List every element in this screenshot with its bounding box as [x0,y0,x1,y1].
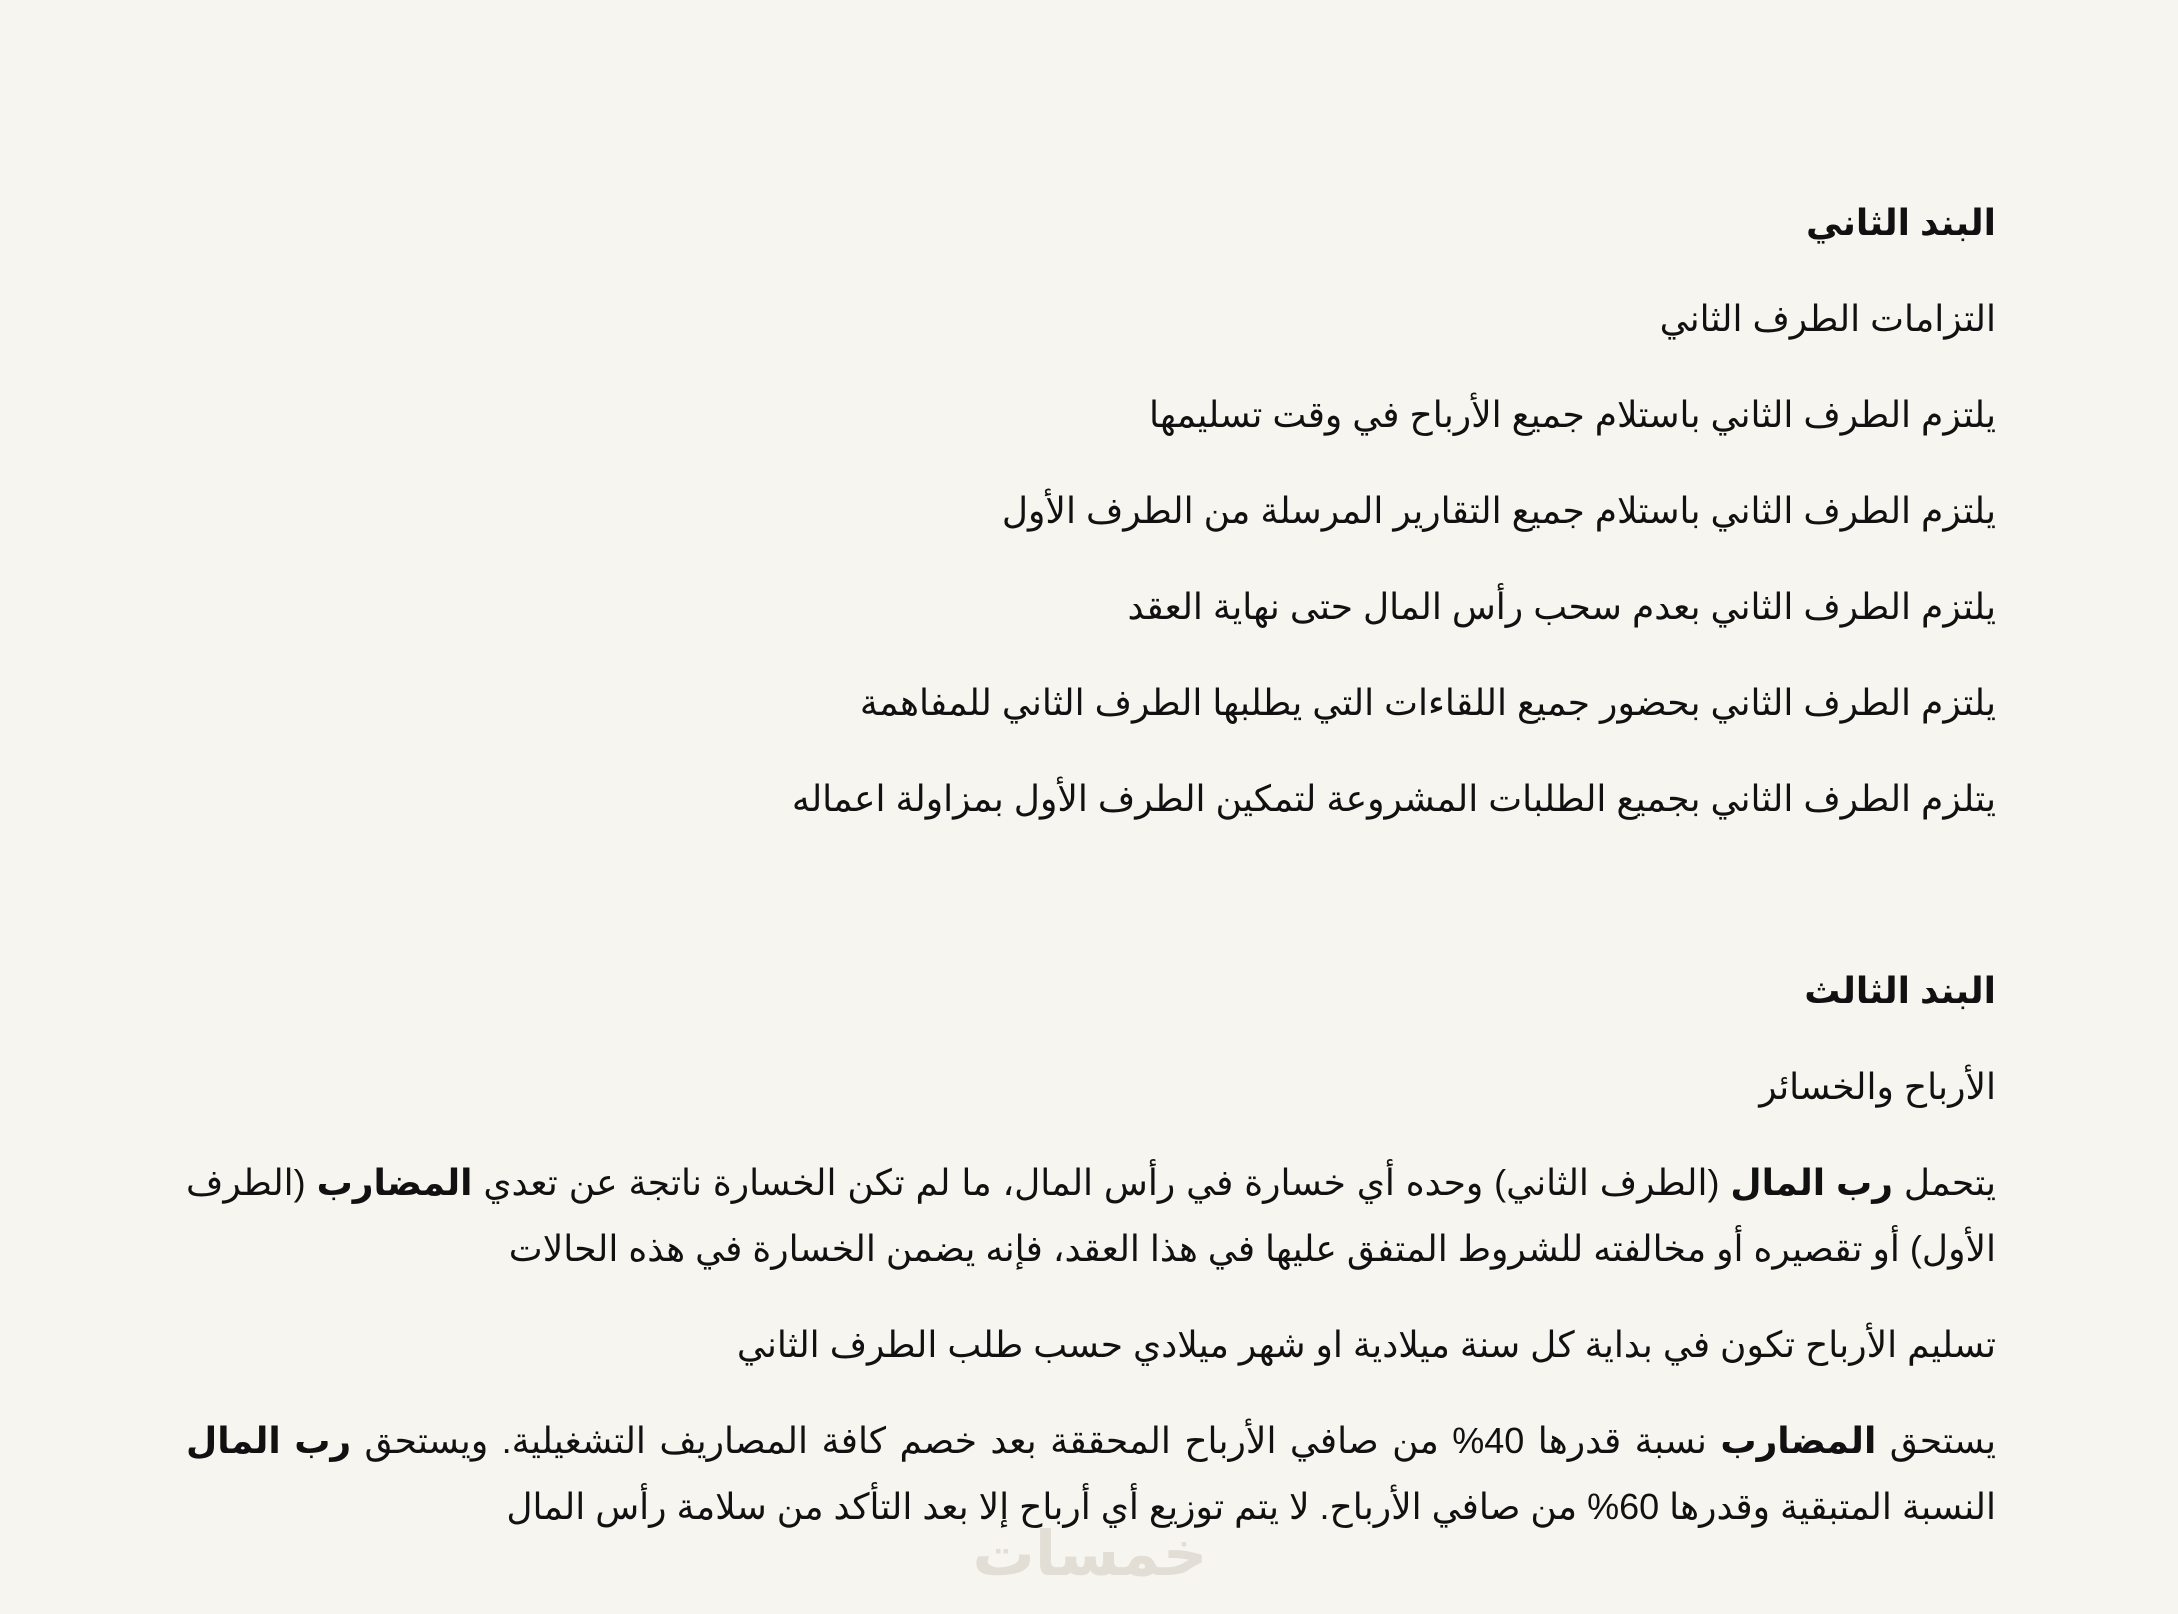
bold-term-speculator: المضارب [316,1162,473,1203]
section-2-heading: البند الثاني [1805,202,1996,243]
profit-delivery-paragraph: تسليم الأرباح تكون في بداية كل سنة ميلادية او شهر ميلادي حسب طلب الطرف الثاني [736,1324,1996,1365]
text-run: (الطرف الثاني) وحده أي خسارة في رأس المال، ما لم تكن الخسارة ناتجة عن تعدي [472,1162,1731,1203]
text-run: (الطرف الأول) أو تقصيره أو مخالفته للشروط المتفق عليها في هذا العقد، فإنه يضمن الخسارة في هذه الحالات [186,1162,1996,1269]
losses-paragraph [186,1150,1996,1282]
bold-term-speculator: المضارب [1720,1420,1877,1461]
section-2-item: يلتزم الطرف الثاني بحضور جميع اللقاءات التي يطلبها الطرف الثاني للمفاهمة [859,682,1996,723]
text-run: يتحمل [1892,1162,1997,1203]
section-2-item: يلتزم الطرف الثاني باستلام جميع الأرباح في وقت تسليمها [1149,394,1996,435]
section-spacer [186,862,1996,958]
section-2-item: يتلزم الطرف الثاني بجميع الطلبات المشروعة لتمكين الطرف الأول بمزاولة اعماله [791,778,1996,819]
section-2-item: يلتزم الطرف الثاني باستلام جميع التقارير المرسلة من الطرف الأول [1001,490,1996,531]
bold-term-capital-owner: رب المال [186,1420,352,1461]
text-run: النسبة المتبقية وقدرها 60% من صافي الأرباح. لا يتم توزيع أي أرباح إلا بعد التأكد من سلامة رأس المال [506,1486,1996,1527]
section-2-item: يلتزم الطرف الثاني بعدم سحب رأس المال حتى نهاية العقد [1127,586,1996,627]
watermark-logo: خمسات [972,1520,1208,1589]
section-3-heading: البند الثالث [1804,970,1996,1011]
text-run: نسبة قدرها 40% من صافي الأرباح المحققة بعد خصم كافة المصاريف التشغيلية. ويستحق [351,1420,1721,1461]
section-3-subheading: الأرباح والخسائر [1759,1066,1996,1107]
section-2-subheading: التزامات الطرف الثاني [1659,298,1996,339]
document-body [186,190,1996,1570]
bold-term-capital-owner: رب المال [1730,1162,1893,1203]
text-run: يستحق [1876,1420,1997,1461]
